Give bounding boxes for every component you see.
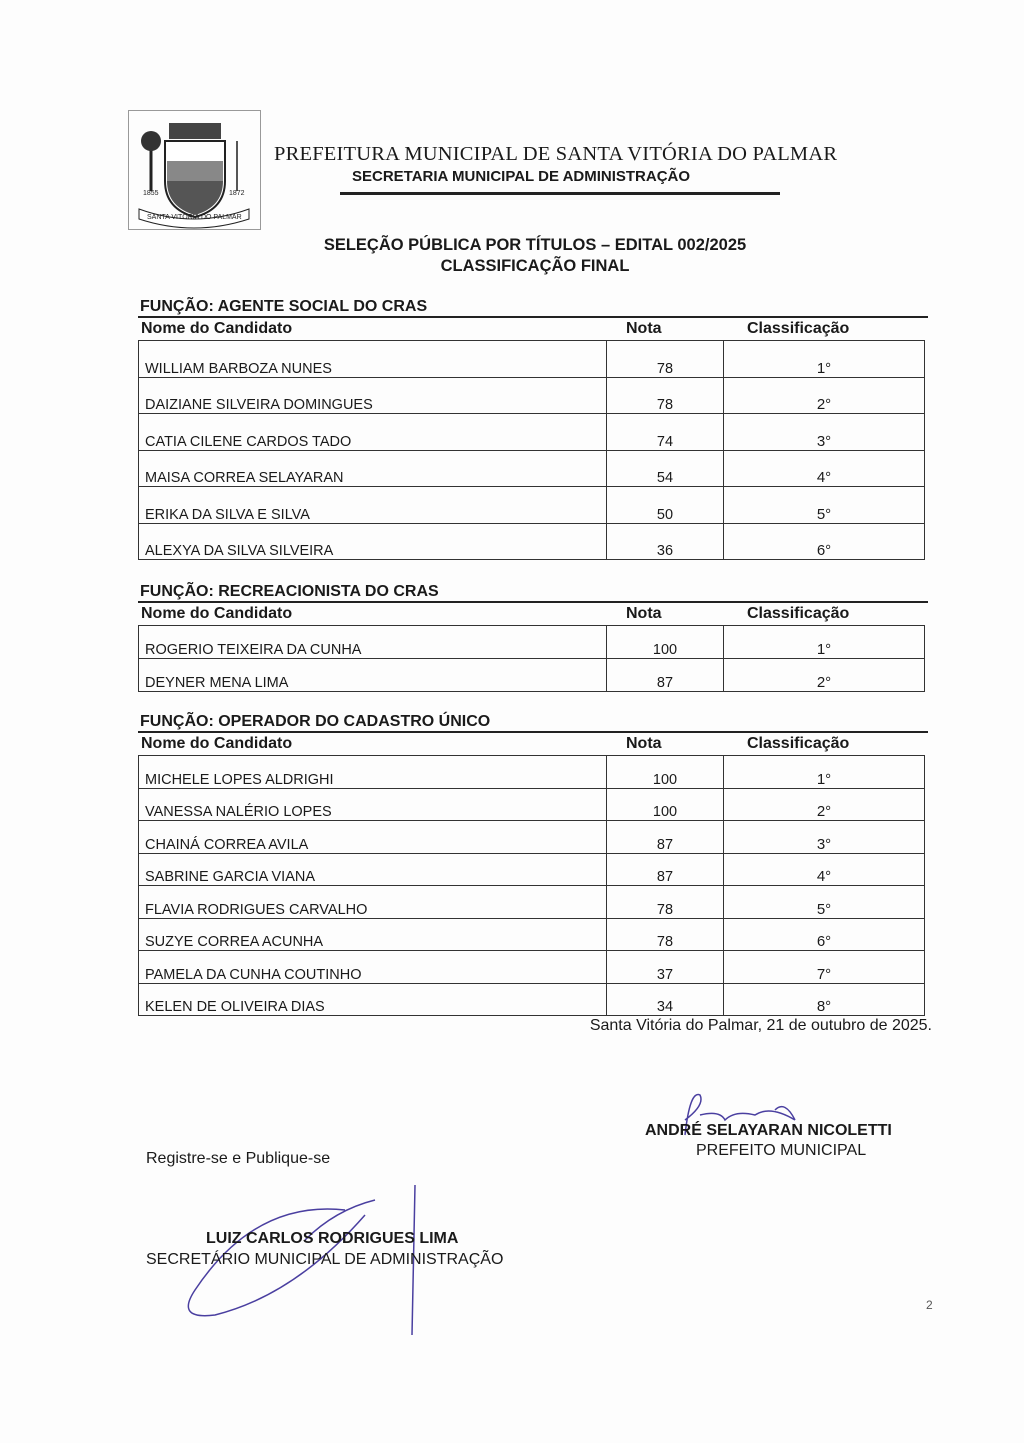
table-header [138, 601, 928, 625]
candidate-score: 100 [607, 756, 724, 789]
table-row [139, 377, 925, 414]
table-row [139, 983, 925, 1016]
table-row [139, 341, 925, 378]
candidate-name: CATIA CILENE CARDOS TADO [139, 414, 607, 451]
header-name: Nome do Candidato [141, 320, 293, 337]
table-row [139, 821, 925, 854]
function-section [138, 583, 928, 692]
header-rank: Classificação [747, 320, 850, 337]
table-row [139, 523, 925, 560]
header-divider [340, 192, 780, 195]
candidate-score: 54 [607, 450, 724, 487]
table-header [138, 731, 928, 755]
table-row [139, 788, 925, 821]
candidate-rank: 6° [724, 918, 925, 951]
candidates-table [138, 625, 925, 692]
header-rank: Classificação [747, 735, 850, 752]
candidate-rank: 1° [724, 341, 925, 378]
header-score: Nota [626, 735, 662, 752]
svg-text:SANTA VITÓRIA DO PALMAR: SANTA VITÓRIA DO PALMAR [147, 214, 242, 221]
header-score: Nota [626, 605, 662, 622]
secretary-role: SECRETÁRIO MUNICIPAL DE ADMINISTRAÇÃO [146, 1251, 504, 1268]
svg-text:1855: 1855 [143, 190, 159, 197]
candidate-rank: 5° [724, 886, 925, 919]
candidate-rank: 4° [724, 450, 925, 487]
candidate-name: ALEXYA DA SILVA SILVEIRA [139, 523, 607, 560]
candidate-rank: 3° [724, 414, 925, 451]
function-title: FUNÇÃO: OPERADOR DO CADASTRO ÚNICO [140, 713, 491, 730]
candidate-score: 78 [607, 886, 724, 919]
page-mark: 2 [926, 1298, 933, 1312]
table-row [139, 450, 925, 487]
svg-text:1872: 1872 [229, 190, 245, 197]
candidate-name: VANESSA NALÉRIO LOPES [139, 788, 607, 821]
table-row [139, 414, 925, 451]
candidate-name: KELEN DE OLIVEIRA DIAS [139, 983, 607, 1016]
candidate-name: ERIKA DA SILVA E SILVA [139, 487, 607, 524]
candidate-score: 37 [607, 951, 724, 984]
candidate-score: 50 [607, 487, 724, 524]
candidate-name: SUZYE CORREA ACUNHA [139, 918, 607, 951]
candidate-name: ROGERIO TEIXEIRA DA CUNHA [139, 626, 607, 659]
candidate-name: SABRINE GARCIA VIANA [139, 853, 607, 886]
candidate-rank: 6° [724, 523, 925, 560]
candidate-score: 87 [607, 853, 724, 886]
date-line: Santa Vitória do Palmar, 21 de outubro de 2025. [589, 1017, 932, 1034]
header-name: Nome do Candidato [141, 735, 293, 752]
table-row [139, 756, 925, 789]
function-title: FUNÇÃO: AGENTE SOCIAL DO CRAS [140, 298, 428, 315]
secretary-name: LUIZ CARLOS RODRIGUES LIMA [206, 1230, 459, 1247]
candidate-rank: 3° [724, 821, 925, 854]
candidate-score: 87 [607, 659, 724, 692]
secretariat-subtitle: SECRETARIA MUNICIPAL DE ADMINISTRAÇÃO [352, 168, 691, 185]
classification-title: CLASSIFICAÇÃO FINAL [440, 257, 630, 275]
register-publish-note: Registre-se e Publique-se [146, 1150, 331, 1167]
table-row [139, 918, 925, 951]
candidate-score: 78 [607, 918, 724, 951]
function-section [138, 298, 928, 560]
candidate-name: DEYNER MENA LIMA [139, 659, 607, 692]
candidate-rank: 2° [724, 659, 925, 692]
municipal-coat-of-arms-logo [128, 110, 261, 230]
candidate-score: 100 [607, 626, 724, 659]
function-title: FUNÇÃO: RECREACIONISTA DO CRAS [140, 583, 439, 600]
candidate-rank: 4° [724, 853, 925, 886]
candidate-score: 78 [607, 341, 724, 378]
table-header [138, 316, 928, 340]
candidates-table [138, 755, 925, 1016]
candidate-name: MAISA CORREA SELAYARAN [139, 450, 607, 487]
candidate-rank: 1° [724, 756, 925, 789]
candidate-score: 34 [607, 983, 724, 1016]
candidate-name: FLAVIA RODRIGUES CARVALHO [139, 886, 607, 919]
candidates-table [138, 340, 925, 560]
table-row [139, 951, 925, 984]
table-row [139, 487, 925, 524]
candidate-name: PAMELA DA CUNHA COUTINHO [139, 951, 607, 984]
header-name: Nome do Candidato [141, 605, 293, 622]
table-row [139, 853, 925, 886]
document-heading [0, 235, 1024, 277]
header-rank: Classificação [747, 605, 850, 622]
candidate-rank: 1° [724, 626, 925, 659]
candidate-score: 74 [607, 414, 724, 451]
table-row [139, 626, 925, 659]
candidate-name: CHAINÁ CORREA AVILA [139, 821, 607, 854]
function-section [138, 713, 928, 1016]
mayor-role: PREFEITO MUNICIPAL [696, 1142, 867, 1159]
candidate-score: 100 [607, 788, 724, 821]
table-row [139, 886, 925, 919]
candidate-rank: 2° [724, 788, 925, 821]
candidate-rank: 7° [724, 951, 925, 984]
mayor-name: ANDRÉ SELAYARAN NICOLETTI [645, 1122, 892, 1139]
candidate-score: 36 [607, 523, 724, 560]
municipality-title: PREFEITURA MUNICIPAL DE SANTA VITÓRIA DO PALMAR [274, 143, 838, 165]
candidate-rank: 2° [724, 377, 925, 414]
candidate-name: WILLIAM BARBOZA NUNES [139, 341, 607, 378]
edital-title: SELEÇÃO PÚBLICA POR TÍTULOS – EDITAL 002/2025 [323, 236, 747, 254]
candidate-score: 87 [607, 821, 724, 854]
candidate-name: MICHELE LOPES ALDRIGHI [139, 756, 607, 789]
header-score: Nota [626, 320, 662, 337]
candidate-name: DAIZIANE SILVEIRA DOMINGUES [139, 377, 607, 414]
candidate-rank: 8° [724, 983, 925, 1016]
candidate-rank: 5° [724, 487, 925, 524]
table-row [139, 659, 925, 692]
candidate-score: 78 [607, 377, 724, 414]
